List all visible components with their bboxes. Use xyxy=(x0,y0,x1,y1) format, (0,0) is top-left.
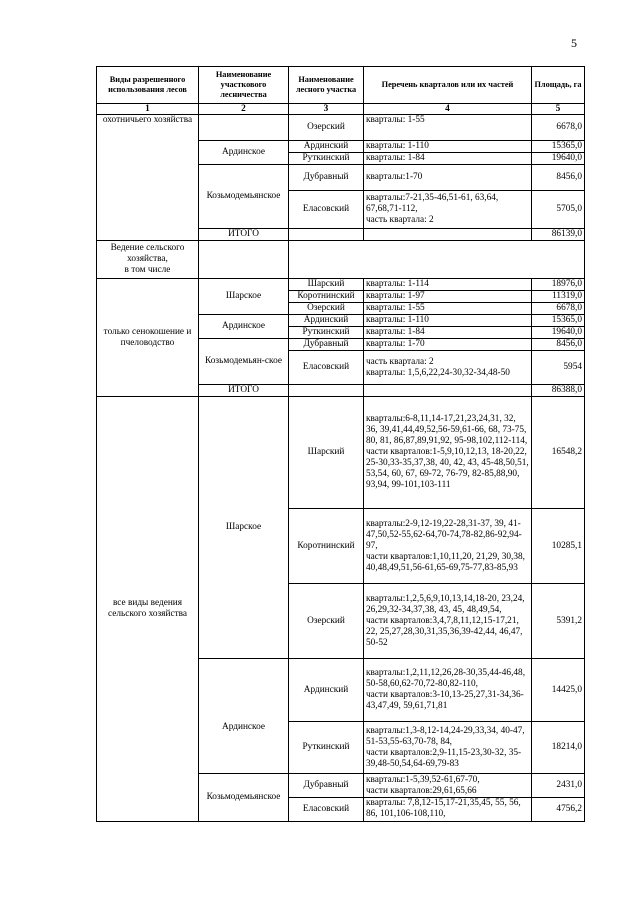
area-cell: 8456,0 xyxy=(532,165,585,191)
column-number: 1 xyxy=(97,104,199,115)
area-cell: 15365,0 xyxy=(532,315,585,327)
quarters-cell: кварталы: 1-110 xyxy=(364,141,532,153)
area-cell: 5705,0 xyxy=(532,191,585,229)
total-label: ИТОГО xyxy=(199,385,289,397)
header-forestry: Наименование участкового лесничества xyxy=(199,67,289,104)
forestry-cell: Ардинское xyxy=(199,315,289,339)
quarters-cell: кварталы: 1-114 xyxy=(364,279,532,291)
quarters-cell: кварталы: 1-55 xyxy=(364,303,532,315)
area-cell: 18976,0 xyxy=(532,279,585,291)
forest-use-table xyxy=(96,66,585,822)
column-numbers-row xyxy=(97,104,585,115)
quarters-cell: кварталы:6-8,11,14-17,21,23,24,31, 32, 36, 39,41,44,49,52,56-59,61-66, 68, 73-75, 80, 81, 86,87,89,91,92, 95-98,102,112-114, части кварталов:1-5,9,10,12,13, 18-20,22, 25-30,33-35,37,38, 40, 42, 43, 45-48,50,51, 53,54, 60, 67, 69-72, 76-79, 82-85,88,90, 93,94, 99-101,103-111 xyxy=(364,397,532,509)
area-cell: 11319,0 xyxy=(532,291,585,303)
quarters-cell: кварталы: 1-84 xyxy=(364,327,532,339)
plot-cell: Коротнинский xyxy=(289,291,364,303)
area-cell: 16548,2 xyxy=(532,397,585,509)
header-area: Площадь, га xyxy=(532,67,585,104)
column-number: 3 xyxy=(289,104,364,115)
header-quarters: Перечень кварталов или их частей xyxy=(364,67,532,104)
plot-cell: Дубравный xyxy=(289,339,364,351)
area-cell: 2431,0 xyxy=(532,774,585,798)
plot-cell xyxy=(289,385,364,397)
column-number: 2 xyxy=(199,104,289,115)
quarters-cell xyxy=(364,229,532,241)
use-type-cell: все виды ведения сельского хозяйства xyxy=(97,397,199,822)
header-plot: Наименование лесного участка xyxy=(289,67,364,104)
total-area: 86139,0 xyxy=(532,229,585,241)
quarters-cell: кварталы: 7,8,12-15,17-21,35,45, 55, 56, 86, 101,106-108,110, xyxy=(364,798,532,822)
quarters-cell: кварталы: 1-55 xyxy=(364,115,532,141)
header-use: Виды разрешенного использования лесов xyxy=(97,67,199,104)
area-cell: 19640,0 xyxy=(532,327,585,339)
table-row xyxy=(97,279,585,291)
plot-cell: Шарский xyxy=(289,279,364,291)
forestry-cell: Козьмодемьян-ское xyxy=(199,339,289,385)
area-cell: 5391,2 xyxy=(532,584,585,659)
forestry-cell xyxy=(199,241,289,279)
total-label: ИТОГО xyxy=(199,229,289,241)
quarters-cell: кварталы:1-5,39,52-61,67-70, части кварталов:29,61,65,66 xyxy=(364,774,532,798)
area-cell: 5954 xyxy=(532,351,585,385)
forestry-cell: Козьмодемьянское xyxy=(199,774,289,822)
quarters-cell: кварталы: 1-110 xyxy=(364,315,532,327)
area-cell: 10285,1 xyxy=(532,509,585,584)
quarters-cell: кварталы: 1-70 xyxy=(364,339,532,351)
quarters-cell: кварталы:1,2,5,6,9,10,13,14,18-20, 23,24, 26,29,32-34,37,38, 43, 45, 48,49,54, части кварталов:3,4,7,8,11,12,15-17,21, 22, 25,27,28,30,31,35,36,39-42,44, 46,47, 50-52 xyxy=(364,584,532,659)
forestry-cell: Ардинское xyxy=(199,141,289,165)
plot-cell: Руткинский xyxy=(289,327,364,339)
plot-cell: Ардинский xyxy=(289,659,364,722)
column-number: 4 xyxy=(364,104,532,115)
forestry-cell: Ардинское xyxy=(199,659,289,774)
plot-cell: Еласовский xyxy=(289,351,364,385)
forestry-cell: Шарское xyxy=(199,397,289,659)
plot-cell: Еласовский xyxy=(289,191,364,229)
plot-cell: Еласовский xyxy=(289,798,364,822)
plot-cell: Руткинский xyxy=(289,153,364,165)
quarters-cell: часть квартала: 2 кварталы: 1,5,6,22,24-30,32-34,48-50 xyxy=(364,351,532,385)
plot-cell: Ардинский xyxy=(289,315,364,327)
quarters-cell: кварталы: 1-97 xyxy=(364,291,532,303)
plot-cell: Руткинский xyxy=(289,722,364,774)
forestry-cell xyxy=(199,115,289,141)
empty-cell xyxy=(289,241,585,279)
plot-cell: Шарский xyxy=(289,397,364,509)
use-type-cell: Ведение сельского хозяйства, в том числе xyxy=(97,241,199,279)
area-cell: 14425,0 xyxy=(532,659,585,722)
area-cell: 18214,0 xyxy=(532,722,585,774)
quarters-cell: кварталы:2-9,12-19,22-28,31-37, 39, 41-47,50,52-55,62-64,70-74,78-82,86-92,94-97, части кварталов:1,10,11,20, 21,29, 30,38, 40,48,49,51,56-61,65-69,75-77,83-85,93 xyxy=(364,509,532,584)
plot-cell xyxy=(289,229,364,241)
quarters-cell xyxy=(364,385,532,397)
area-cell: 19640,0 xyxy=(532,153,585,165)
page-number: 5 xyxy=(571,36,577,50)
plot-cell: Озерский xyxy=(289,584,364,659)
table-row xyxy=(97,115,585,141)
forestry-cell: Шарское xyxy=(199,279,289,315)
table-row xyxy=(97,241,585,279)
plot-cell: Озерский xyxy=(289,303,364,315)
quarters-cell: кварталы: 1-84 xyxy=(364,153,532,165)
total-area: 86388,0 xyxy=(532,385,585,397)
quarters-cell: кварталы:7-21,35-46,51-61, 63,64, 67,68,71-112, часть квартала: 2 xyxy=(364,191,532,229)
plot-cell: Дубравный xyxy=(289,774,364,798)
area-cell: 6678,0 xyxy=(532,303,585,315)
area-cell: 15365,0 xyxy=(532,141,585,153)
plot-cell: Коротнинский xyxy=(289,509,364,584)
plot-cell: Озерский xyxy=(289,115,364,141)
column-number: 5 xyxy=(532,104,585,115)
table-row xyxy=(97,397,585,509)
quarters-cell: кварталы:1-70 xyxy=(364,165,532,191)
use-type-cell: охотничьего хозяйства xyxy=(97,115,199,241)
area-cell: 6678,0 xyxy=(532,115,585,141)
forestry-cell: Козьмодемьянское xyxy=(199,165,289,229)
use-type-cell: только сенокошение и пчеловодство xyxy=(97,279,199,397)
plot-cell: Ардинский xyxy=(289,141,364,153)
area-cell: 8456,0 xyxy=(532,339,585,351)
quarters-cell: кварталы:1,3-8,12-14,24-29,33,34, 40-47, 51-53,55-63,70-78, 84, части кварталов:2,9-11,15-23,30-32, 35-39,48-50,54,64-69,79-83 xyxy=(364,722,532,774)
area-cell: 4756,2 xyxy=(532,798,585,822)
plot-cell: Дубравный xyxy=(289,165,364,191)
header-row xyxy=(97,67,585,104)
quarters-cell: кварталы:1,2,11,12,26,28-30,35,44-46,48, 50-58,60,62-70,72-80,82-110, части кварталов:3-10,13-25,27,31-34,36-43,47,49, 59,61,71,81 xyxy=(364,659,532,722)
